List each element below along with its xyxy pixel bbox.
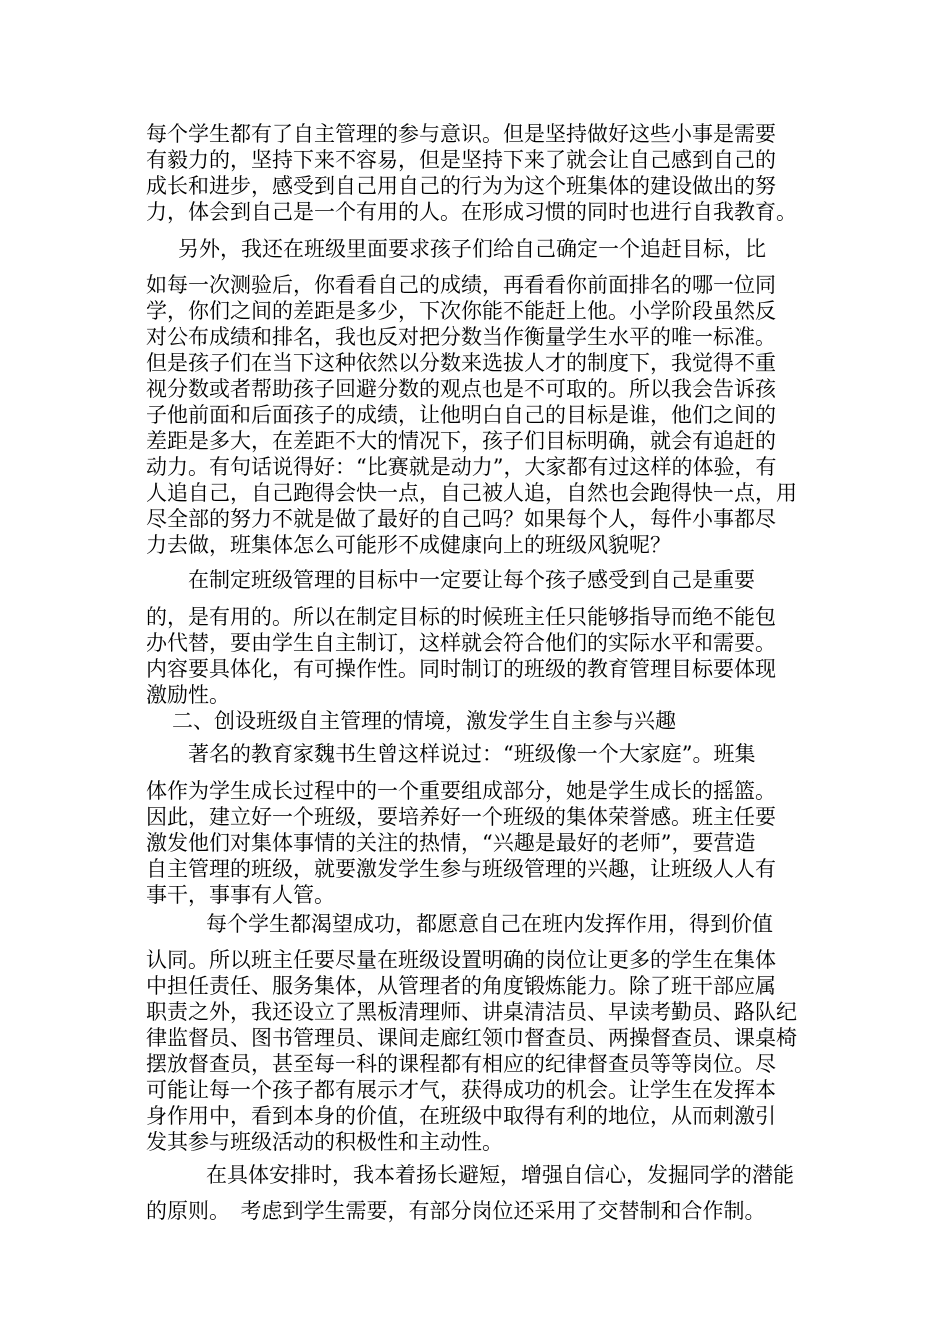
text-line: 身作用中，看到本身的价值，在班级中取得有利的地位，从而刺激引 (146, 1104, 776, 1128)
text-line: 律监督员、图书管理员、课间走廊红领巾督查员、两操督查员、课桌椅 (146, 1026, 797, 1050)
text-line: 成长和进步，感受到自己用自己的行为为这个班集体的建设做出的努 (146, 174, 776, 198)
text-line: 内容要具体化，有可操作性。同时制订的班级的教育管理目标要体现 (146, 657, 776, 681)
text-line: 的，是有用的。所以在制定目标的时候班主任只能够指导而绝不能包 (146, 605, 776, 629)
section-heading: 二、创设班级自主管理的情境，激发学生自主参与兴趣 (172, 709, 676, 733)
text-line: 激发他们对集体事情的关注的热情，“兴趣是最好的老师”，要营造 (146, 831, 756, 855)
text-line: 因此，建立好一个班级，要培养好一个班级的集体荣誉感。班主任要 (146, 805, 776, 829)
text-line: 办代替，要由学生自主制订，这样就会符合他们的实际水平和需要。 (146, 631, 776, 655)
text-line: 视分数或者帮助孩子回避分数的观点也是不可取的。所以我会告诉孩 (146, 377, 776, 401)
text-line: 尽全部的努力不就是做了最好的自己吗？如果每个人，每件小事都尽 (146, 507, 776, 531)
text-line: 的原则。 考虑到学生需要，有部分岗位还采用了交替制和合作制。 (146, 1199, 766, 1223)
text-line: 动力。有句话说得好：“比赛就是动力”，大家都有过这样的体验，有 (146, 455, 777, 479)
text-line: 人追自己，自己跑得会快一点，自己被人追，自然也会跑得快一点，用 (146, 481, 797, 505)
text-line: 职责之外，我还设立了黑板清理师、讲桌清洁员、早读考勤员、路队纪 (146, 1000, 797, 1024)
text-line: 体作为学生成长过程中的一个重要组成部分，她是学生成长的摇篮。 (146, 779, 776, 803)
text-line: 但是孩子们在当下这种依然以分数来选拔人才的制度下，我觉得不重 (146, 351, 776, 375)
text-line: 发其参与班级活动的积极性和主动性。 (146, 1130, 503, 1154)
text-line: 自主管理的班级，就要激发学生参与班级管理的兴趣，让班级人人有 (146, 857, 776, 881)
paragraph-first-line: 在制定班级管理的目标中一定要让每个孩子感受到自己是重要 (188, 568, 755, 592)
text-line: 认同。所以班主任要尽量在班级设置明确的岗位让更多的学生在集体 (146, 948, 776, 972)
text-line: 可能让每一个孩子都有展示才气，获得成功的机会。让学生在发挥本 (146, 1078, 776, 1102)
text-line: 力，体会到自己是一个有用的人。在形成习惯的同时也进行自我教育。 (146, 200, 797, 224)
text-line: 对公布成绩和排名，我也反对把分数当作衡量学生水平的唯一标准。 (146, 325, 776, 349)
text-line: 有毅力的，坚持下来不容易，但是坚持下来了就会让自己感到自己的 (146, 148, 776, 172)
text-line: 如每一次测验后，你看看自己的成绩，再看看你前面排名的哪一位同 (146, 273, 776, 297)
text-line: 差距是多大，在差距不大的情况下，孩子们目标明确，就会有追赶的 (146, 429, 776, 453)
paragraph-first-line: 每个学生都渴望成功，都愿意自己在班内发挥作用，得到价值 (206, 912, 773, 936)
text-line: 激励性。 (146, 683, 230, 707)
paragraph-first-line: 著名的教育家魏书生曾这样说过：“班级像一个大家庭”。班集 (188, 742, 756, 766)
text-line: 每个学生都有了自主管理的参与意识。但是坚持做好这些小事是需要 (146, 122, 776, 146)
text-line: 摆放督查员，甚至每一科的课程都有相应的纪律督查员等等岗位。尽 (146, 1052, 776, 1076)
text-line: 学，你们之间的差距是多少，下次你能不能赶上他。小学阶段虽然反 (146, 299, 776, 323)
paragraph-first-line: 在具体安排时，我本着扬长避短，增强自信心，发掘同学的潜能 (206, 1163, 794, 1187)
paragraph-first-line: 另外，我还在班级里面要求孩子们给自己确定一个追赶目标，比 (178, 237, 766, 261)
text-line: 事干，事事有人管。 (146, 883, 335, 907)
text-line: 力去做，班集体怎么可能形不成健康向上的班级风貌呢？ (146, 533, 671, 557)
text-line: 中担任责任、服务集体，从管理者的角度锻炼能力。除了班干部应属 (146, 974, 776, 998)
text-line: 子他前面和后面孩子的成绩，让他明白自己的目标是谁，他们之间的 (146, 403, 776, 427)
